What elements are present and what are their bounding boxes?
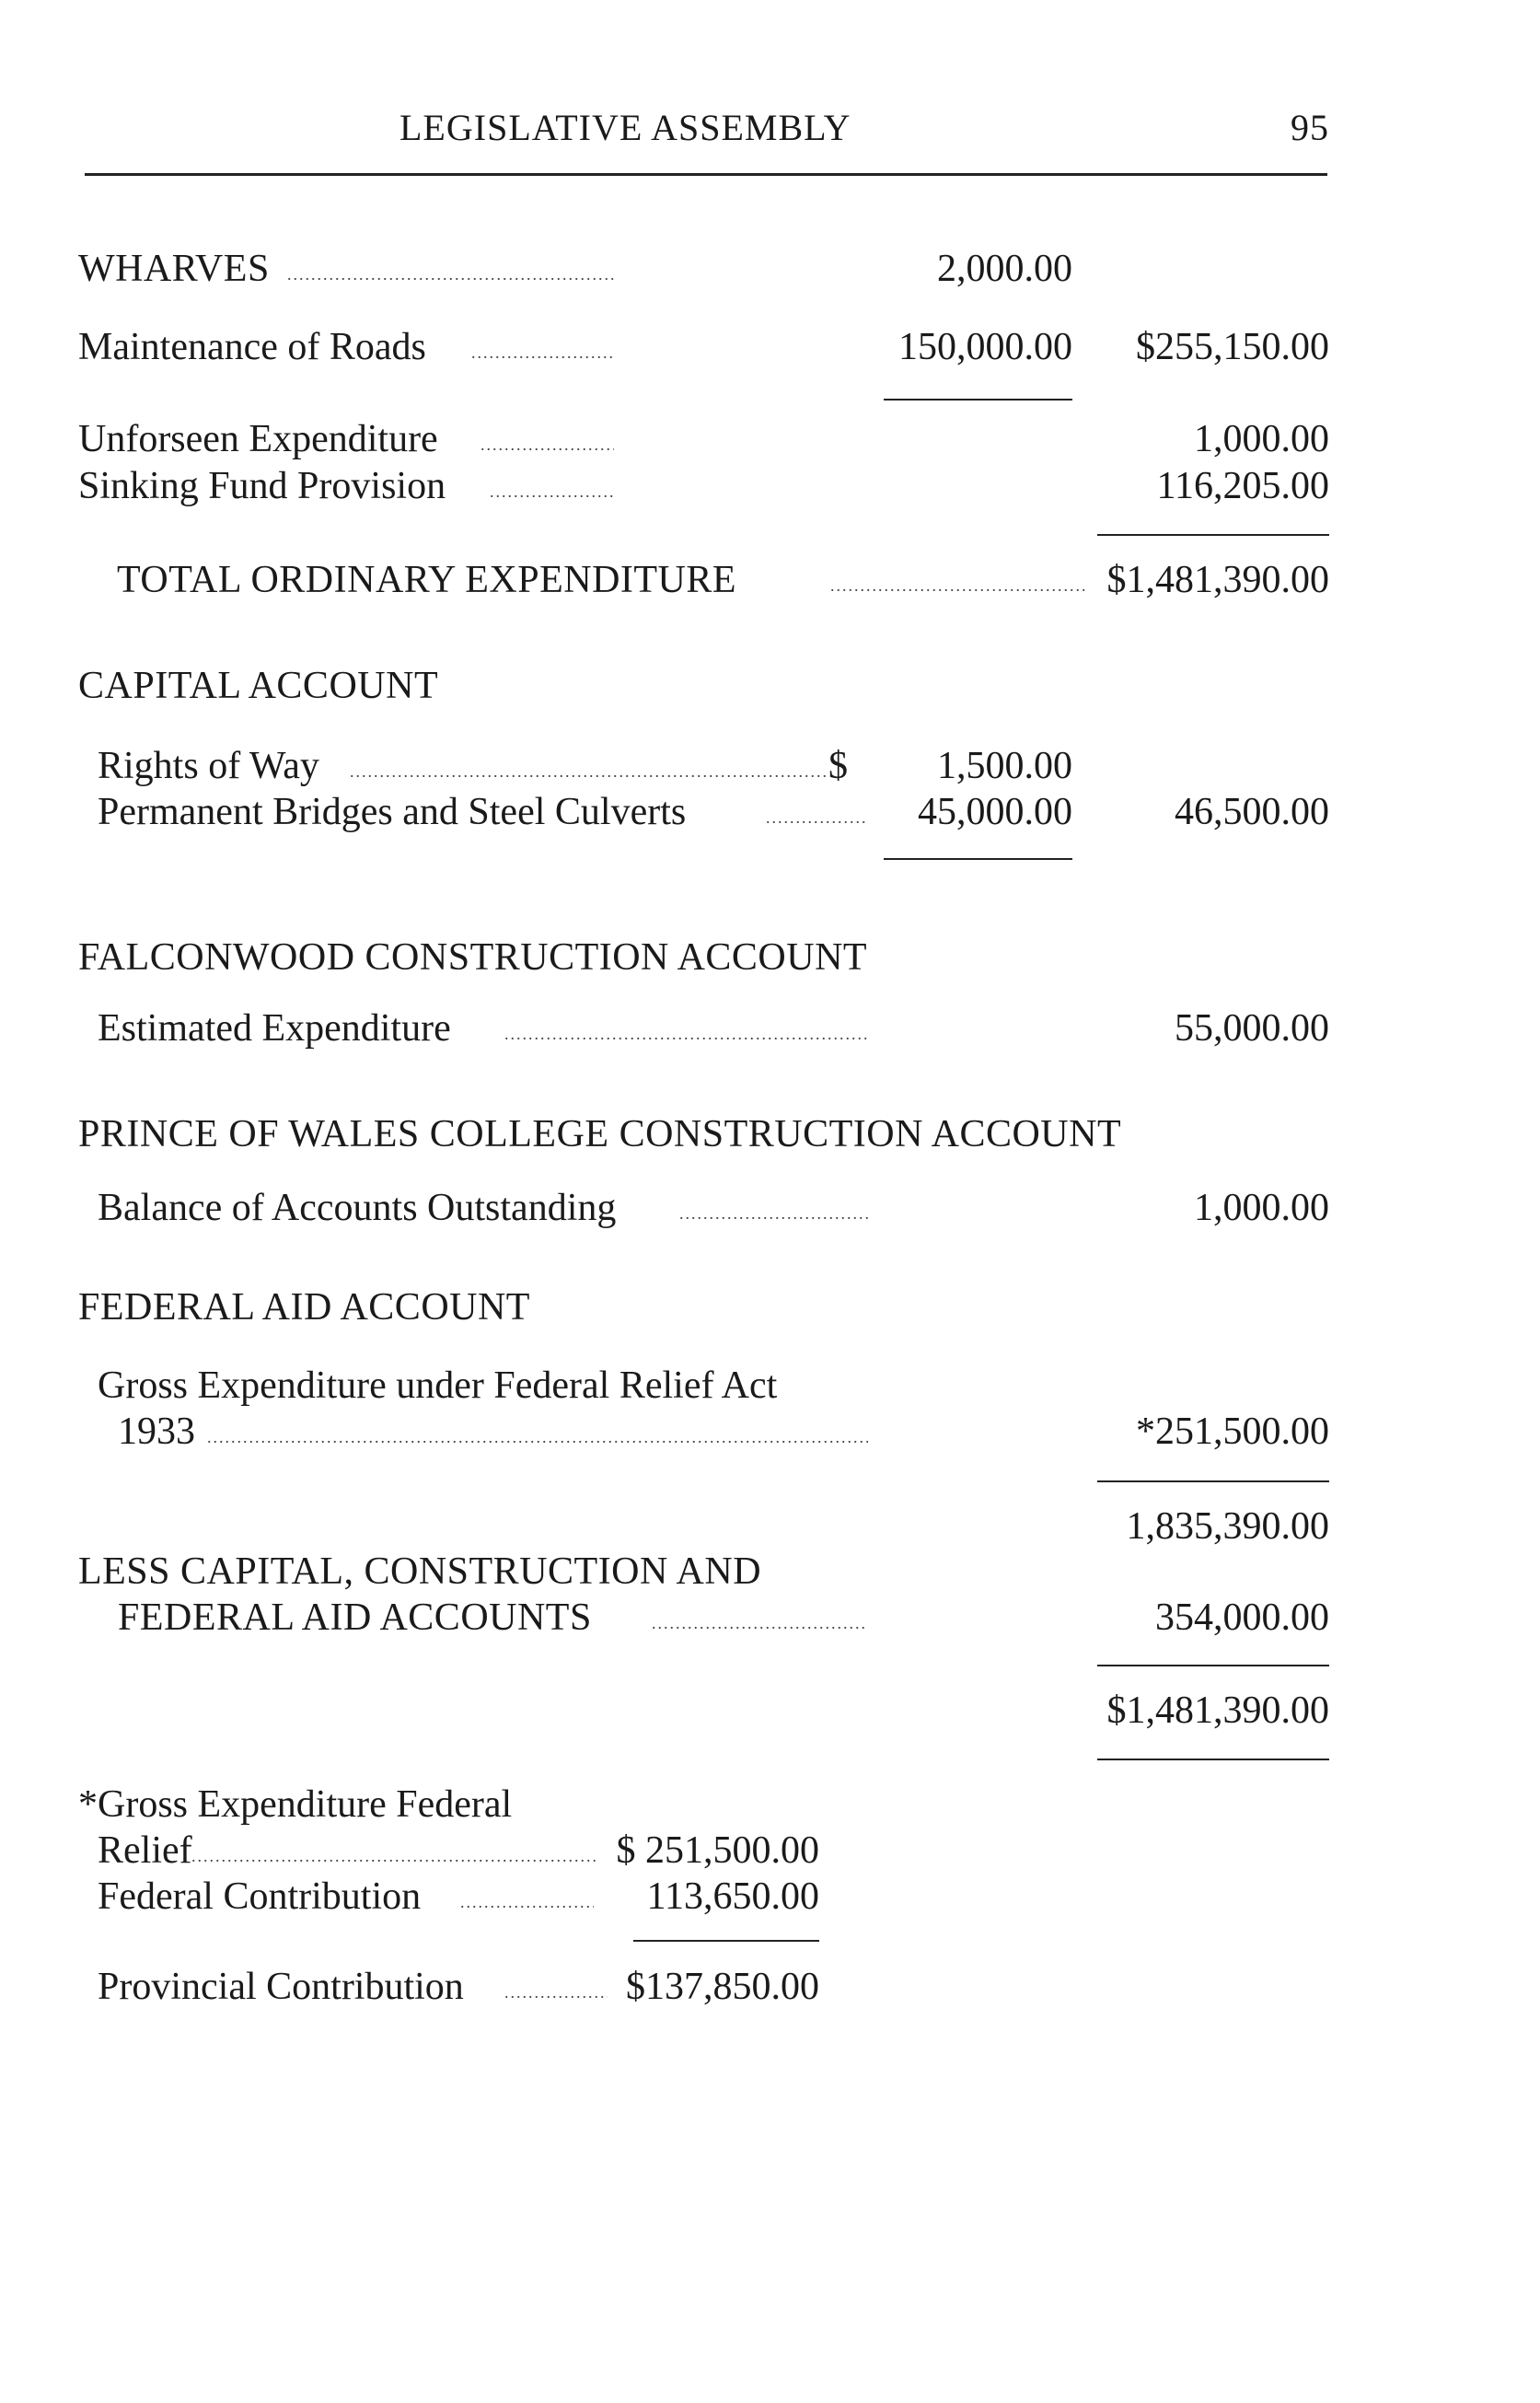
- final-total-rule: [1097, 1759, 1329, 1760]
- footnote-rule: [633, 1940, 819, 1942]
- footnote-line1: *Gross Expenditure Federal: [78, 1783, 513, 1826]
- capital-account-heading: CAPITAL ACCOUNT: [78, 665, 439, 707]
- footnote-relief-amount: $ 251,500.00: [616, 1829, 819, 1872]
- total-rule: [1097, 534, 1329, 536]
- balance-outstanding-label: Balance of Accounts Outstanding: [98, 1187, 617, 1229]
- leader-dots: [207, 1409, 868, 1455]
- wharves-label: WHARVES: [78, 248, 270, 290]
- bridges-label: Permanent Bridges and Steel Culverts: [98, 791, 687, 833]
- unforseen-label: Unforseen Expenditure: [78, 418, 438, 460]
- header-rule: [85, 173, 1327, 176]
- subtotal-amount: 1,835,390.00: [1126, 1505, 1329, 1548]
- wharves-amount: 2,000.00: [937, 248, 1072, 290]
- estimated-expenditure-amount: 55,000.00: [1175, 1007, 1329, 1050]
- page-number: 95: [1291, 107, 1329, 148]
- running-header-title: LEGISLATIVE ASSEMBLY: [399, 107, 851, 148]
- footnote-relief-label: Relief: [98, 1829, 192, 1872]
- sinking-fund-label: Sinking Fund Provision: [78, 465, 446, 507]
- leader-dots: [504, 1005, 868, 1051]
- rights-of-way-amount: 1,500.00: [937, 745, 1072, 787]
- less-accounts-label-line1: LESS CAPITAL, CONSTRUCTION AND: [78, 1550, 762, 1593]
- estimated-expenditure-label: Estimated Expenditure: [98, 1007, 451, 1050]
- leader-dots: [679, 1185, 868, 1231]
- leader-dots: [490, 463, 614, 509]
- leader-dots: [191, 1828, 596, 1874]
- rights-of-way-label: Rights of Way: [98, 745, 319, 787]
- leader-dots: [830, 557, 1088, 603]
- prince-of-wales-heading: PRINCE OF WALES COLLEGE CONSTRUCTION ACCOUNT: [78, 1113, 1122, 1155]
- footnote-provincial-label: Provincial Contribution: [98, 1966, 464, 2008]
- falconwood-heading: FALCONWOOD CONSTRUCTION ACCOUNT: [78, 936, 868, 979]
- gross-expenditure-amount: *251,500.00: [1136, 1410, 1329, 1453]
- gross-expenditure-label-line2: 1933: [118, 1410, 195, 1453]
- footnote-federal-contribution-amount: 113,650.00: [646, 1875, 819, 1918]
- unforseen-amount: 1,000.00: [1194, 418, 1329, 460]
- less-accounts-amount: 354,000.00: [1155, 1596, 1329, 1639]
- leader-dots: [350, 743, 828, 789]
- sinking-fund-amount: 116,205.00: [1156, 465, 1329, 507]
- roads-total: $255,150.00: [1136, 326, 1329, 368]
- balance-outstanding-amount: 1,000.00: [1194, 1187, 1329, 1229]
- total-ordinary-amount: $1,481,390.00: [1106, 559, 1329, 601]
- subtotal-rule: [884, 399, 1072, 400]
- roads-amount: 150,000.00: [898, 326, 1072, 368]
- final-total-amount: $1,481,390.00: [1106, 1689, 1329, 1732]
- leader-dots: [287, 246, 614, 292]
- roads-label: Maintenance of Roads: [78, 326, 426, 368]
- bridges-total: 46,500.00: [1175, 791, 1329, 833]
- leader-dots: [652, 1595, 868, 1641]
- footnote-provincial-amount: $137,850.00: [626, 1966, 819, 2008]
- footnote-federal-contribution-label: Federal Contribution: [98, 1875, 422, 1918]
- subtotal-rule: [884, 858, 1072, 860]
- federal-aid-heading: FEDERAL AID ACCOUNT: [78, 1286, 530, 1329]
- leader-dots: [481, 416, 614, 462]
- less-accounts-label-line2: FEDERAL AID ACCOUNTS: [118, 1596, 592, 1639]
- subtotal-rule: [1097, 1665, 1329, 1666]
- bridges-amount: 45,000.00: [918, 791, 1072, 833]
- total-ordinary-label: TOTAL ORDINARY EXPENDITURE: [117, 559, 737, 601]
- subtotal-rule: [1097, 1480, 1329, 1482]
- leader-dots: [471, 324, 614, 370]
- rights-of-way-dollar: $: [828, 745, 848, 787]
- gross-expenditure-label-line1: Gross Expenditure under Federal Relief Act: [98, 1364, 778, 1407]
